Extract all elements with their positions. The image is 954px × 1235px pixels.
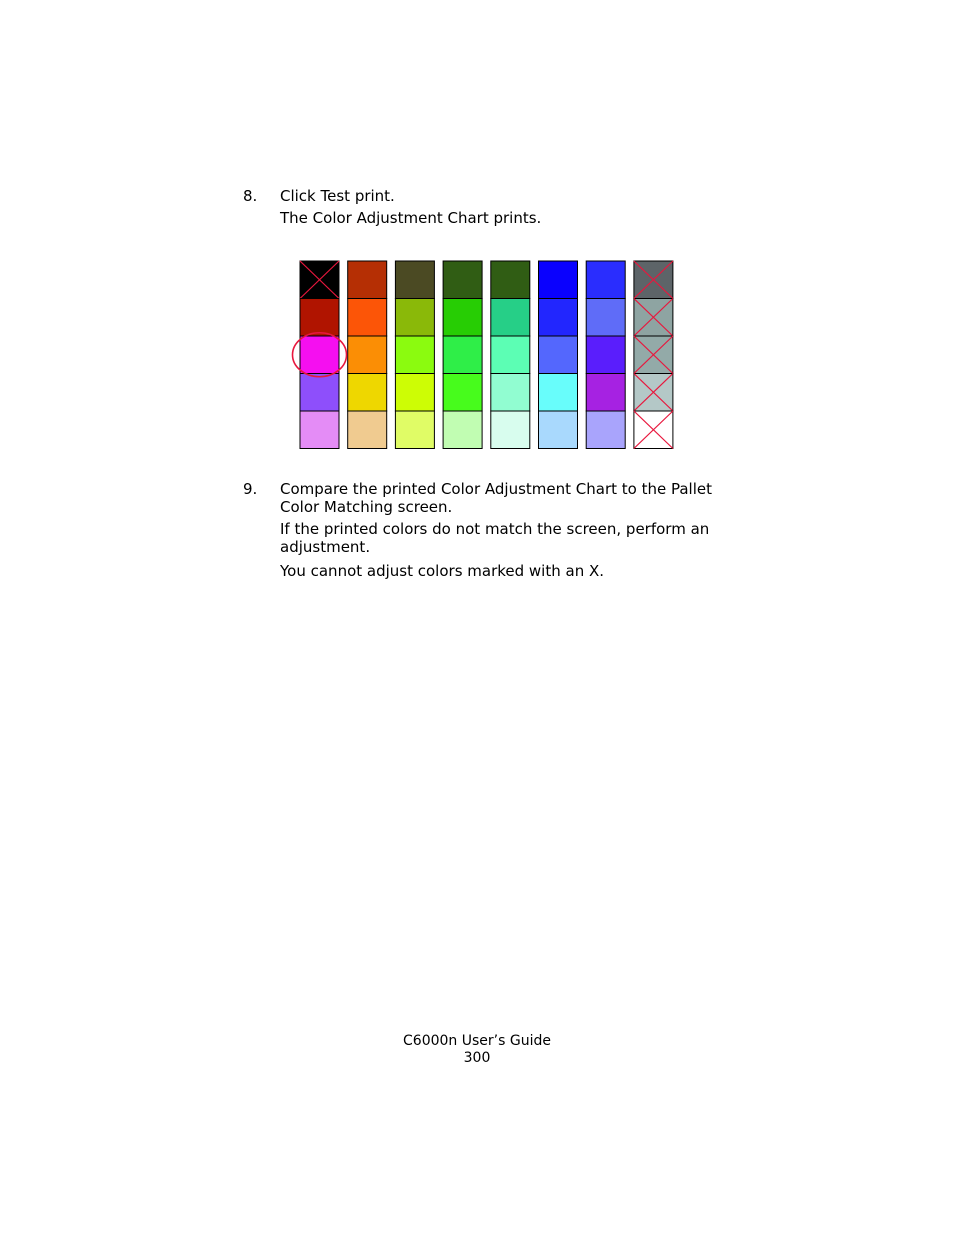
color-patch bbox=[348, 374, 387, 412]
color-patch bbox=[491, 261, 530, 299]
color-patch bbox=[539, 374, 578, 412]
color-patch bbox=[586, 411, 625, 449]
color-patch bbox=[395, 411, 434, 449]
color-patch bbox=[491, 299, 530, 337]
footer-title: C6000n User’s Guide bbox=[403, 1033, 551, 1049]
color-patch bbox=[443, 261, 482, 299]
color-patch bbox=[348, 336, 387, 374]
color-patch bbox=[443, 299, 482, 337]
page-number: 300 bbox=[463, 1050, 491, 1066]
color-patch bbox=[539, 411, 578, 449]
color-patch bbox=[443, 336, 482, 374]
color-patch bbox=[395, 261, 434, 299]
color-patch bbox=[348, 411, 387, 449]
color-patch bbox=[395, 336, 434, 374]
step-note: If the printed colors do not match the screen, perform an adjustment. bbox=[280, 520, 710, 556]
color-patch bbox=[586, 374, 625, 412]
color-patch bbox=[586, 336, 625, 374]
color-patch bbox=[348, 261, 387, 299]
color-patch bbox=[348, 299, 387, 337]
color-patch bbox=[443, 374, 482, 412]
color-patch bbox=[300, 411, 339, 449]
color-adjustment-chart bbox=[290, 255, 680, 455]
step-number: 9. bbox=[243, 480, 258, 498]
color-patch bbox=[539, 299, 578, 337]
color-patch bbox=[586, 299, 625, 337]
color-patch bbox=[539, 336, 578, 374]
page-footer bbox=[0, 1033, 954, 1067]
color-patch bbox=[300, 374, 339, 412]
color-patch bbox=[300, 299, 339, 337]
color-patch bbox=[539, 261, 578, 299]
color-patch bbox=[443, 411, 482, 449]
step-body bbox=[280, 187, 750, 227]
color-patch bbox=[491, 374, 530, 412]
step-number: 8. bbox=[243, 187, 258, 205]
step-action: Compare the printed Color Adjustment Chart to the Pallet Color Matching screen. bbox=[280, 480, 712, 516]
step-action: Click Test print. bbox=[280, 187, 395, 205]
step-result: The Color Adjustment Chart prints. bbox=[280, 209, 542, 227]
color-patch bbox=[491, 411, 530, 449]
step-note: You cannot adjust colors marked with an X. bbox=[280, 562, 605, 580]
step-body bbox=[280, 480, 750, 580]
color-patch bbox=[395, 374, 434, 412]
color-patch bbox=[300, 336, 339, 374]
color-patch bbox=[491, 336, 530, 374]
color-patch bbox=[586, 261, 625, 299]
color-patch bbox=[395, 299, 434, 337]
